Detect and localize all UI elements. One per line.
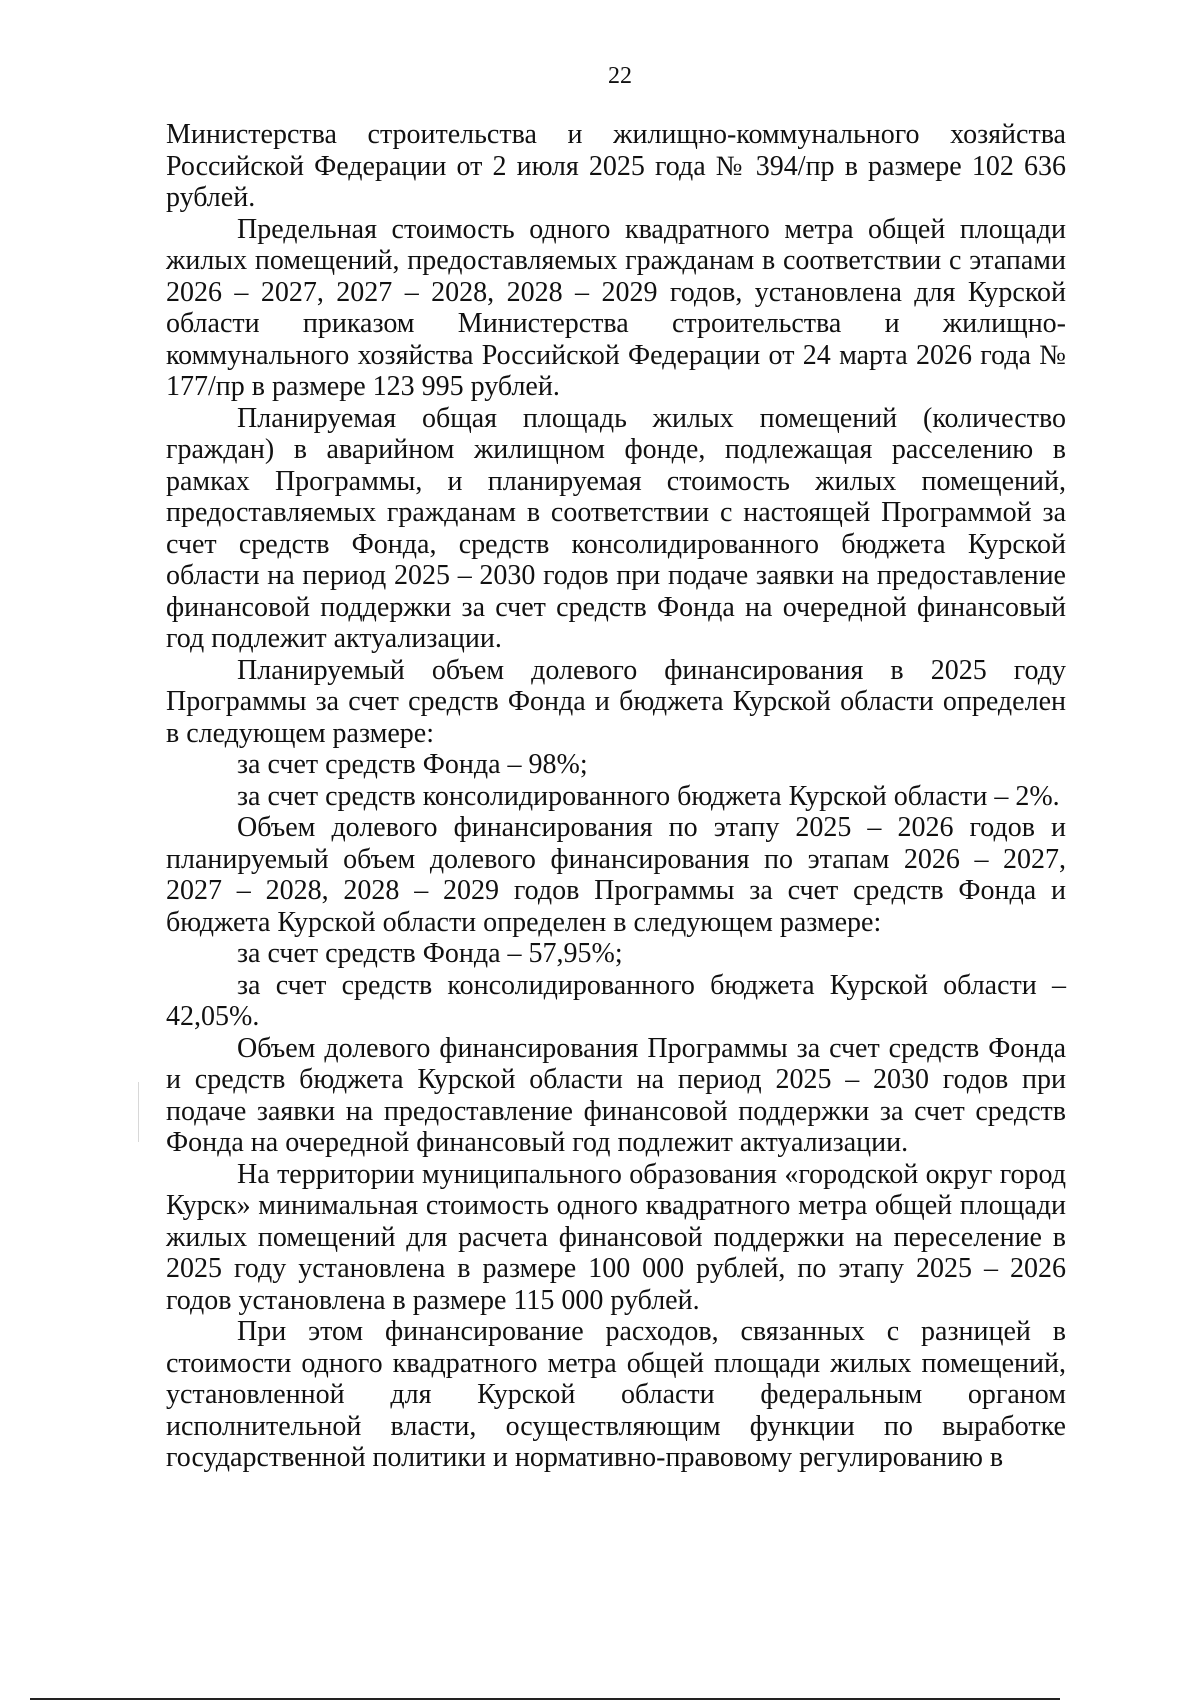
paragraph-cost-difference: При этом финансирование расходов, связанных с разницей в стоимости одного квадратного метра общей площади жилых помещений, установленной для Курской области федеральным органом исполнительной власти, осуществляющим функции по выработке государственной политики и нормативно-правовому регулированию в <box>166 1316 1066 1473</box>
paragraph-fund-share-2025: за счет средств Фонда – 98%; <box>237 749 588 780</box>
paragraph-kursk-minimum-cost: На территории муниципального образования «городской округ город Курск» минимальная стоимость одного квадратного метра общей площади жилых помещений для расчета финансовой поддержки на переселение в 2025 году установлена в размере 100 000 рублей, по этапу 2025 – 2026 годов установлена в размере 115 000 рублей. <box>166 1158 1066 1316</box>
paragraph-continuation: Министерства строительства и жилищно-коммунального хозяйства Российской Федерации от 2 июля 2025 года № 394/пр в размере 102 636 рублей. <box>166 119 1066 213</box>
document-body <box>166 119 1066 1474</box>
paragraph-planned-area: Планируемая общая площадь жилых помещений (количество граждан) в аварийном жилищном фонде, подлежащая расселению в рамках Программы, и планируемая стоимость жилых помещений, предоставляемых гражданам в соответствии с настоящей Программой за счет средств Фонда, средств консолидированного бюджета Курской области на период 2025 – 2030 годов при подаче заявки на предоставление финансовой поддержки за счет средств Фонда на очередной финансовый год подлежит актуализации. <box>166 402 1066 654</box>
paragraph-financing-2025: Планируемый объем долевого финансирования в 2025 году Программы за счет средств Фонда и бюджета Курской области определен в следующем размере: <box>166 654 1066 749</box>
paragraph-financing-stages: Объем долевого финансирования по этапу 2025 – 2026 годов и планируемый объем долевого финансирования по этапам 2026 – 2027, 2027 – 2028, 2028 – 2029 годов Программы за счет средств Фонда и бюджета Курской области определен в следующем размере: <box>166 812 1066 938</box>
page-number: 22 <box>608 63 632 89</box>
paragraph-budget-share-stages: за счет средств консолидированного бюджета Курской области – 42,05%. <box>166 969 1066 1032</box>
paragraph-price-limit: Предельная стоимость одного квадратного метра общей площади жилых помещений, предоставляемых гражданам в соответствии с этапами 2026 – 2027, 2027 – 2028, 2028 – 2029 годов, установлена для Курской области приказом Министерства строительства и жилищно-коммунального хозяйства Российской Федерации от 24 марта 2026 года № 177/пр в размере 123 995 рублей. <box>166 213 1066 402</box>
paragraph-financing-actualization: Объем долевого финансирования Программы за счет средств Фонда и средств бюджета Курской области на период 2025 – 2030 годов при подаче заявки на предоставление финансовой поддержки за счет средств Фонда на очередной финансовый год подлежит актуализации. <box>166 1032 1066 1158</box>
margin-mark <box>138 1082 139 1142</box>
paragraph-fund-share-stages: за счет средств Фонда – 57,95%; <box>237 938 623 969</box>
paragraph-budget-share-2025: за счет средств консолидированного бюджета Курской области – 2%. <box>237 780 1060 812</box>
